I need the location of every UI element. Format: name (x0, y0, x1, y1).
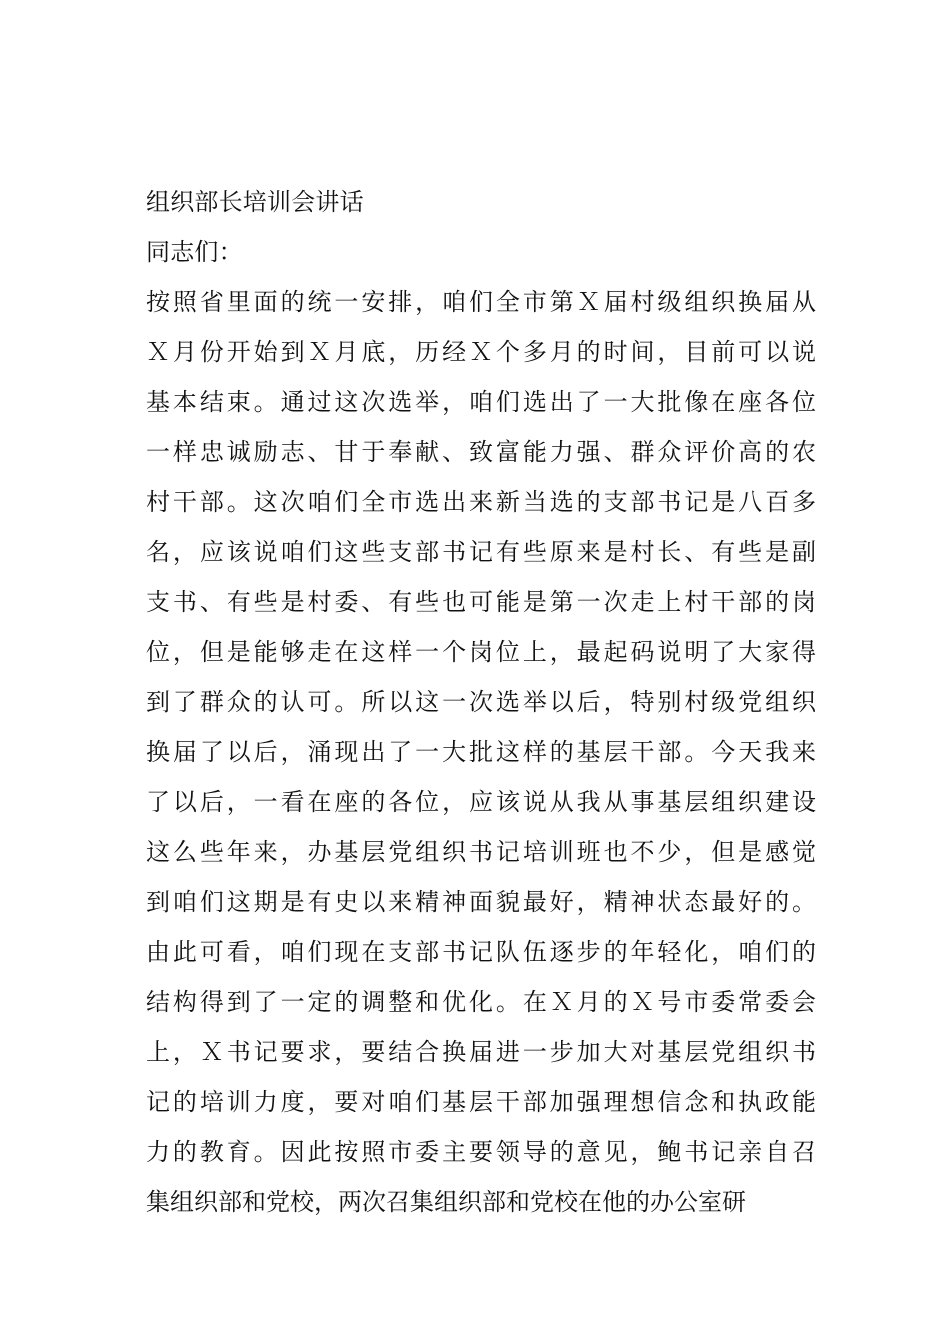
paragraph-line: 到了群众的认可。所以这一次选举以后，特别村级党组织 (146, 688, 816, 716)
paragraph-line: 基本结束。通过这次选举，咱们选出了一大批像在座各位 (146, 388, 816, 416)
paragraph-line: 由此可看，咱们现在支部书记队伍逐步的年轻化，咱们的 (146, 938, 816, 966)
greeting-line: 同志们： (146, 238, 243, 266)
paragraph-line: 名，应该说咱们这些支部书记有些原来是村长、有些是副 (146, 538, 816, 566)
paragraph-line: 记的培训力度，要对咱们基层干部加强理想信念和执政能 (146, 1088, 816, 1116)
paragraph-line: 上，Ｘ书记要求，要结合换届进一步加大对基层党组织书 (146, 1038, 816, 1066)
paragraph-line: 一样忠诚励志、甘于奉献、致富能力强、群众评价高的农 (146, 438, 816, 466)
paragraph-line: 按照省里面的统一安排，咱们全市第Ｘ届村级组织换届从 (146, 288, 816, 316)
paragraph-line: 结构得到了一定的调整和优化。在Ｘ月的Ｘ号市委常委会 (146, 988, 816, 1016)
paragraph-line: 这么些年来，办基层党组织书记培训班也不少，但是感觉 (146, 838, 816, 866)
document-title: 组织部长培训会讲话 (146, 188, 364, 216)
paragraph-line: 到咱们这期是有史以来精神面貌最好，精神状态最好的。 (146, 888, 816, 916)
paragraph-line: 换届了以后，涌现出了一大批这样的基层干部。今天我来 (146, 738, 816, 766)
paragraph-line: 力的教育。因此按照市委主要领导的意见，鲍书记亲自召 (146, 1138, 816, 1166)
document-text (146, 182, 816, 1232)
paragraph-line: 位，但是能够走在这样一个岗位上，最起码说明了大家得 (146, 638, 816, 666)
paragraph-line: 村干部。这次咱们全市选出来新当选的支部书记是八百多 (146, 488, 816, 516)
paragraph-line: 了以后，一看在座的各位，应该说从我从事基层组织建设 (146, 788, 816, 816)
paragraph-line: Ｘ月份开始到Ｘ月底，历经Ｘ个多月的时间，目前可以说 (146, 338, 816, 366)
paragraph-line: 集组织部和党校，两次召集组织部和党校在他的办公室研 (146, 1188, 746, 1216)
paragraph-line: 支书、有些是村委、有些也可能是第一次走上村干部的岗 (146, 588, 816, 616)
